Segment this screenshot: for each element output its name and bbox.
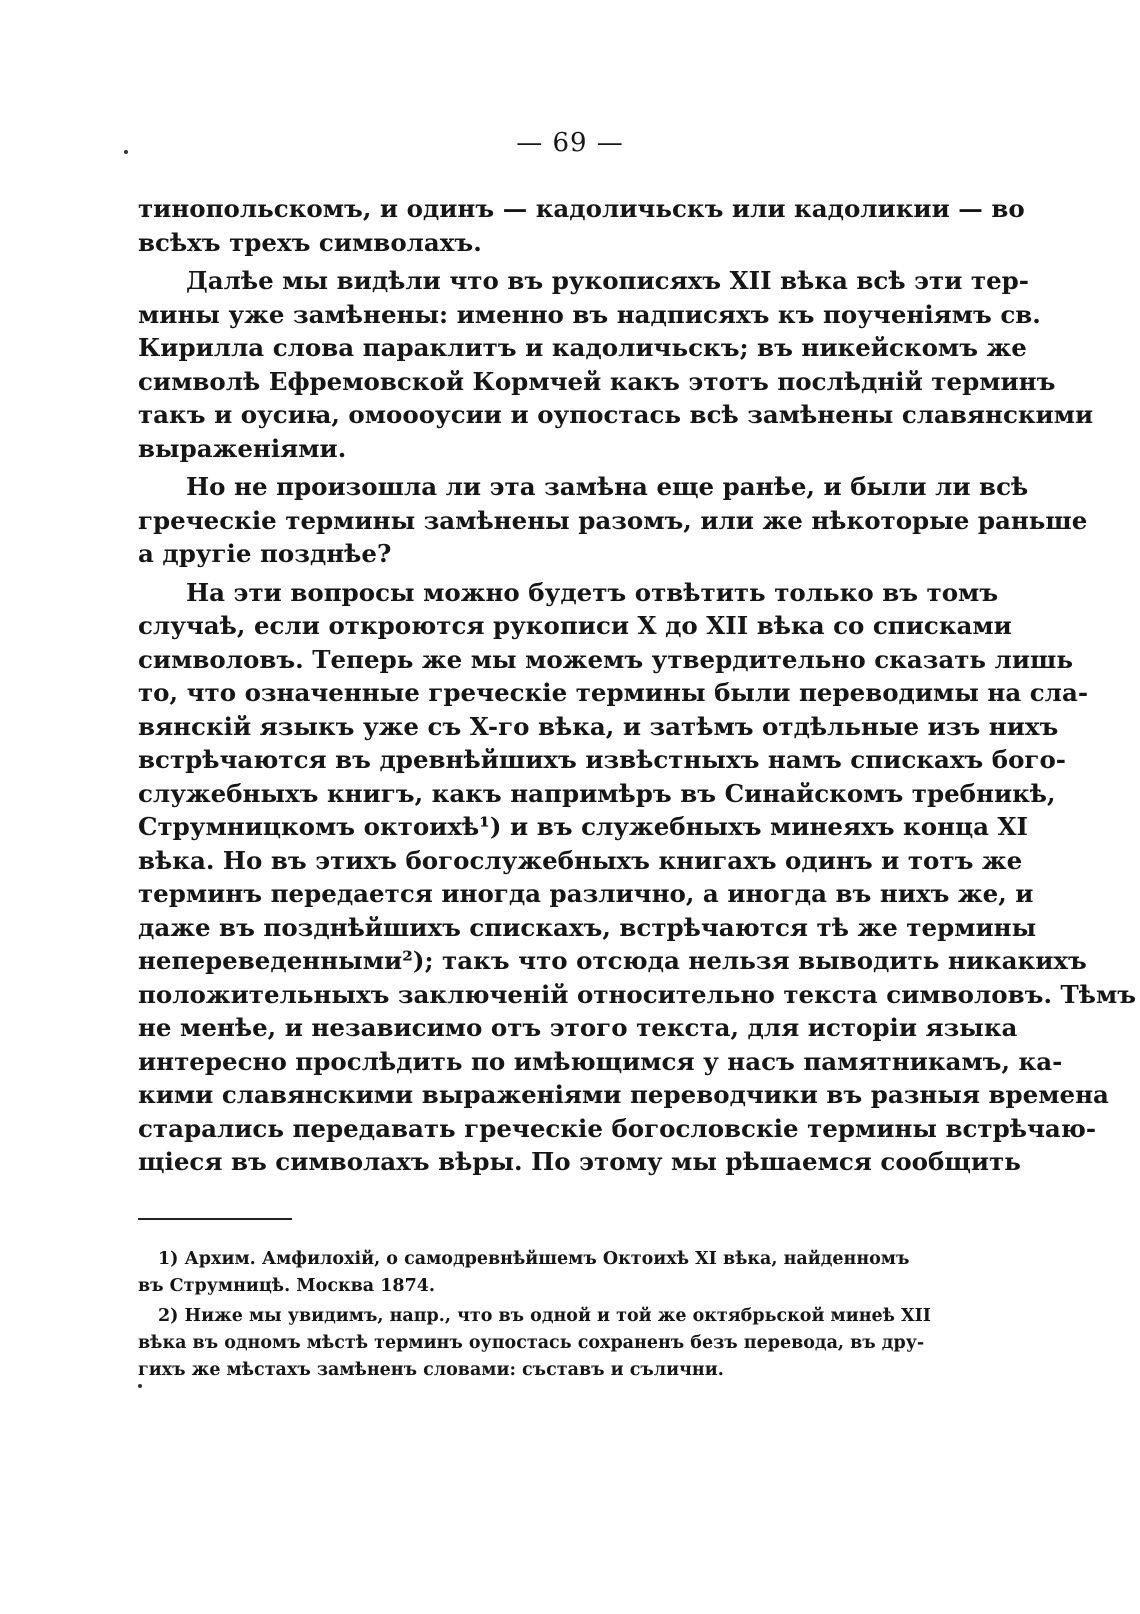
text-line: случаѣ, если откроются рукописи X до XII вѣка со списками bbox=[138, 611, 1012, 640]
text-line: всѣхъ трехъ символахъ. bbox=[138, 227, 482, 257]
text-line: символѣ Ефремовской Кормчей какъ этотъ послѣдній терминъ bbox=[138, 366, 1056, 396]
text-line: старались передавать греческіе богословскіе термины встрѣчаю- bbox=[138, 1113, 1097, 1143]
footnote-line: 1) Архим. Амфилохій, о самодревнѣйшемъ Октоихѣ XI вѣка, найденномъ bbox=[158, 1249, 910, 1269]
footnote-line: 2) Ниже мы увидимъ, напр., что въ одной и той же октябрьской минеѣ XII bbox=[158, 1306, 931, 1326]
text-line: интересно прослѣдить по имѣющимся у насъ памятникамъ, ка- bbox=[138, 1046, 1063, 1076]
footnote-line: въ Струмницѣ. Москва 1874. bbox=[138, 1276, 436, 1296]
text-line: не менѣе, и независимо отъ этого текста, для исторіи языка bbox=[138, 1013, 1018, 1042]
text-line: выраженіями. bbox=[138, 433, 347, 463]
footnotes bbox=[138, 1246, 931, 1384]
text-line: Но не произошла ли эта замѣна еще ранѣе, и были ли всѣ bbox=[186, 472, 1029, 501]
text-line: а другіе позднѣе? bbox=[138, 539, 392, 568]
text-line: положительныхъ заключеній относительно текста символовъ. Тѣмъ bbox=[138, 979, 1137, 1009]
text-line: мины уже замѣнены: именно въ надписяхъ къ поученіямъ св. bbox=[138, 299, 1041, 329]
text-line: щіеся въ символахъ вѣры. По этому мы рѣшаемся сообщить bbox=[138, 1147, 1021, 1176]
text-line: тинопольскомъ, и одинъ — кадоличьскъ или кадоликии — во bbox=[138, 194, 1025, 223]
page-number: — 69 — bbox=[516, 128, 624, 158]
text-line: служебныхъ книгъ, какъ напримѣръ въ Синайскомъ требникѣ, bbox=[138, 778, 1056, 808]
footnote-line: гихъ же мѣстахъ замѣненъ словами: съставъ и сълични. bbox=[138, 1360, 724, 1380]
text-line: символовъ. Теперь же мы можемъ утвердительно сказать лишь bbox=[138, 644, 1073, 674]
text-line: Кирилла слова параклитъ и кадоличьскъ; въ никейскомъ же bbox=[138, 333, 1027, 362]
text-line: Далѣе мы видѣли что въ рукописяхъ XII вѣка всѣ эти тер- bbox=[186, 266, 1029, 295]
text-line: кими славянскими выраженіями переводчики въ разныя времена bbox=[138, 1080, 1109, 1109]
text-line: вѣка. Но въ этихъ богослужебныхъ книгахъ одинъ и тотъ же bbox=[138, 845, 1023, 875]
text-line: то, что означенные греческіе термины были переводимы на сла- bbox=[138, 678, 1088, 707]
body-text bbox=[138, 192, 1137, 1179]
footnote-line: вѣка въ одномъ мѣстѣ терминъ оупостась сохраненъ безъ перевода, въ дру- bbox=[138, 1333, 925, 1353]
text-line: встрѣчаются въ древнѣйшихъ извѣстныхъ намъ спискахъ бого- bbox=[138, 745, 1066, 774]
text-line: Струмницкомъ октоихѣ¹) и въ служебныхъ минеяхъ конца XI bbox=[138, 812, 1028, 841]
footnote-separator bbox=[138, 1218, 292, 1220]
text-line: даже въ позднѣйшихъ спискахъ, встрѣчаются тѣ же термины bbox=[138, 912, 1037, 942]
text-line: вянскій языкъ уже съ X-го вѣка, и затѣмъ отдѣльные изъ нихъ bbox=[138, 711, 1059, 741]
text-line: греческіе термины замѣнены разомъ, или же нѣкоторые раньше bbox=[138, 505, 1088, 535]
text-line: такъ и оусиꙗ, омоооусии и оупостась всѣ замѣнены славянскими bbox=[138, 400, 1094, 429]
text-line: непереведенными²); такъ что отсюда нельзя выводить никакихъ bbox=[138, 946, 1087, 975]
text-line: терминъ передается иногда различно, а иногда въ нихъ же, и bbox=[138, 879, 1034, 908]
text-line: На эти вопросы можно будетъ отвѣтить только въ томъ bbox=[186, 577, 999, 607]
print-speck bbox=[138, 1384, 142, 1388]
